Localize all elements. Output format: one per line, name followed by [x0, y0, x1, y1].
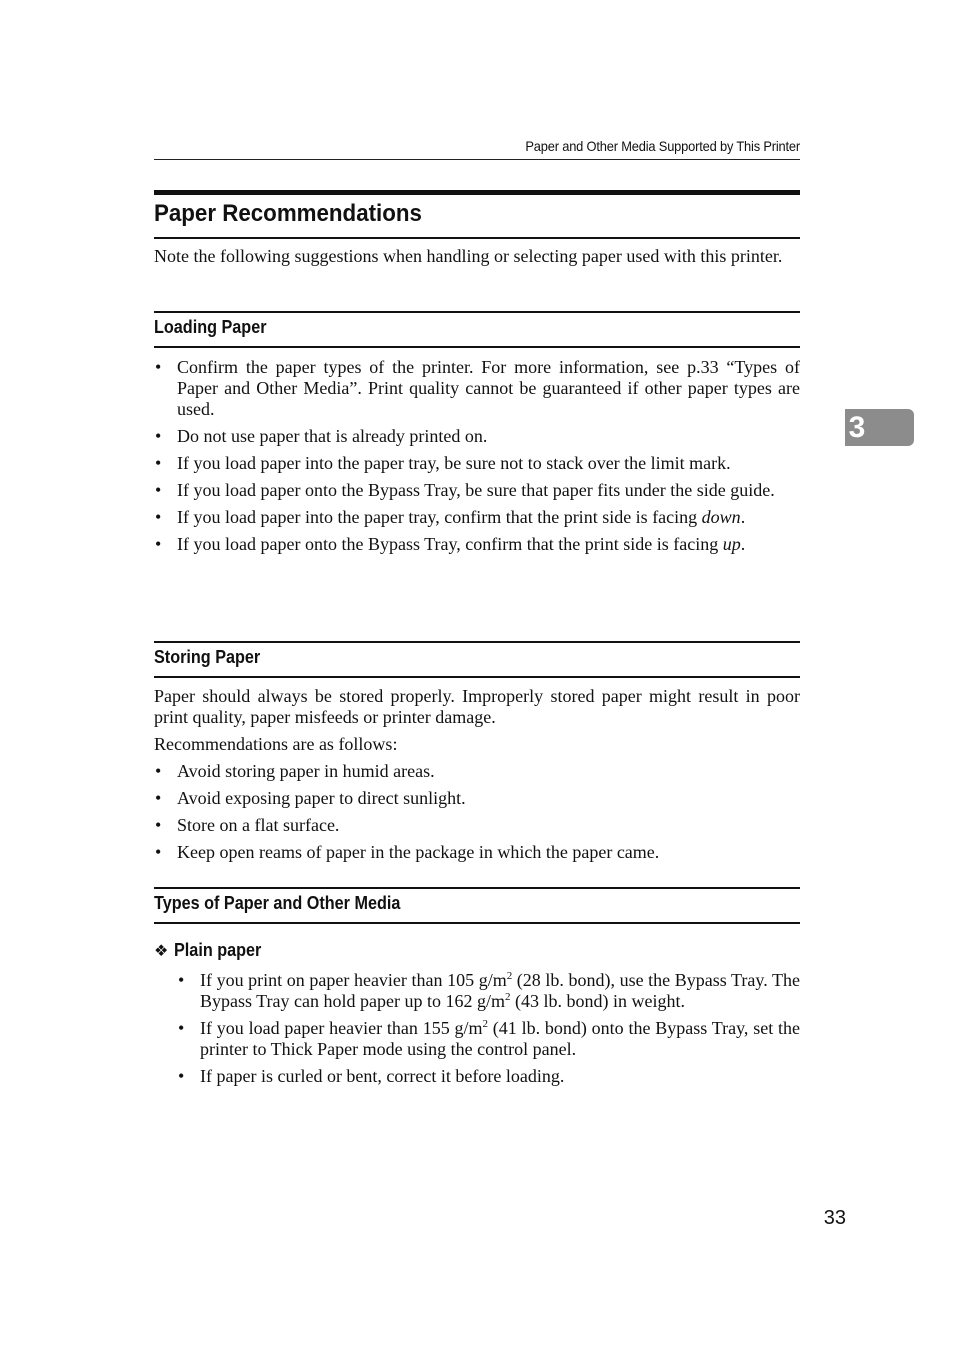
header-rule: [154, 159, 800, 160]
list-item: [154, 842, 800, 863]
bullet-icon: •: [155, 453, 162, 473]
bullet-icon: •: [155, 815, 162, 835]
list-item-tail: .: [740, 534, 746, 554]
superscript: 2: [504, 991, 511, 1003]
chapter-tab: [845, 409, 914, 446]
bullet-icon: •: [155, 357, 162, 377]
recommendations-paragraph: Recommendations are as follows:: [154, 734, 398, 754]
intro-paragraph: Note the following suggestions when handling or selecting paper used with this printer.: [154, 246, 783, 266]
bullet-icon: •: [155, 534, 162, 554]
section-rule-bottom: [154, 346, 800, 348]
list-item-text: Store on a flat surface.: [177, 815, 340, 835]
plain-paper-list: [177, 970, 800, 1093]
list-item: [154, 534, 800, 555]
list-item-text: Keep open reams of paper in the package in which the paper came.: [177, 842, 660, 862]
running-header: Paper and Other Media Supported by This Printer: [525, 138, 800, 154]
bullet-icon: •: [178, 1018, 185, 1038]
list-item: [154, 761, 800, 782]
storing-paragraph: Paper should always be stored properly. Improperly stored paper might result in poor print quality, paper misfeeds or printer damage.: [154, 686, 800, 727]
section-rule-top: [154, 887, 800, 889]
bullet-icon: •: [155, 426, 162, 446]
bullet-icon: •: [178, 1066, 185, 1086]
bullet-icon: •: [155, 507, 162, 527]
list-item-text: (28 lb. bond), use the Bypass Tray. The Bypass Tray can hold paper up to 162 g/m: [200, 970, 800, 1011]
chapter-number: 3: [848, 411, 866, 444]
superscript: 2: [482, 1018, 488, 1030]
list-item: [154, 788, 800, 809]
bullet-icon: •: [178, 970, 185, 990]
bullet-icon: •: [155, 788, 162, 808]
list-item: [154, 480, 800, 501]
bullet-icon: •: [155, 761, 162, 781]
list-item: [177, 1018, 800, 1060]
list-item-text: Do not use paper that is already printed on.: [177, 426, 488, 446]
diamond-icon: ❖: [154, 943, 169, 960]
list-item: [154, 357, 800, 420]
list-item: [154, 453, 800, 474]
list-item: [177, 970, 800, 1012]
list-item-text: Avoid storing paper in humid areas.: [177, 761, 435, 781]
list-item: [154, 426, 800, 447]
list-item-tail: .: [740, 507, 746, 527]
page-number: 33: [823, 1207, 846, 1229]
page-title: Paper Recommendations: [154, 200, 422, 227]
section-title-types-of-paper: Types of Paper and Other Media: [154, 893, 401, 913]
section-title-storing-paper: Storing Paper: [154, 647, 261, 667]
list-item-text: Avoid exposing paper to direct sunlight.: [177, 788, 466, 808]
title-rule-bottom: [154, 237, 800, 239]
section-rule-bottom: [154, 676, 800, 678]
list-item-text: (43 lb. bond) in weight.: [510, 991, 685, 1011]
subheading-label: Plain paper: [174, 940, 262, 960]
list-item-text: Confirm the paper types of the printer. For more information, see p.33 “Types of Paper and Other Media”. Print quality cannot be guaranteed if other paper types are used.: [177, 357, 800, 419]
list-item-text: If you print on paper heavier than 105 g/m: [200, 970, 507, 990]
list-item-text: If you load paper onto the Bypass Tray, be sure that paper fits under the side guide.: [177, 480, 775, 500]
section-rule-bottom: [154, 922, 800, 924]
loading-paper-list: [154, 357, 800, 561]
section-rule-top: [154, 641, 800, 643]
list-item-text: If you load paper into the paper tray, be sure not to stack over the limit mark.: [177, 453, 731, 473]
section-rule-top: [154, 311, 800, 313]
emphasis-text: up: [722, 534, 741, 554]
title-rule-top: [154, 190, 800, 195]
bullet-icon: •: [155, 842, 162, 862]
list-item: [154, 815, 800, 836]
list-item-text: If you load paper into the paper tray, confirm that the print side is facing: [177, 507, 702, 527]
section-title-loading-paper: Loading Paper: [154, 317, 267, 337]
list-item-text: If you load paper onto the Bypass Tray, confirm that the print side is facing: [177, 534, 723, 554]
storing-paper-list: [154, 761, 800, 869]
list-item-text: If you load paper heavier than 155 g/m: [200, 1018, 483, 1038]
list-item: [154, 507, 800, 528]
emphasis-text: down: [701, 507, 741, 527]
list-item-text: (41 lb. bond) onto the Bypass Tray, set the printer to Thick Paper mode using the control panel.: [200, 1018, 801, 1059]
subheading-plain-paper: [154, 940, 271, 961]
list-item-text: If paper is curled or bent, correct it before loading.: [200, 1066, 565, 1086]
superscript: 2: [506, 970, 513, 982]
bullet-icon: •: [155, 480, 162, 500]
list-item: [177, 1066, 800, 1087]
